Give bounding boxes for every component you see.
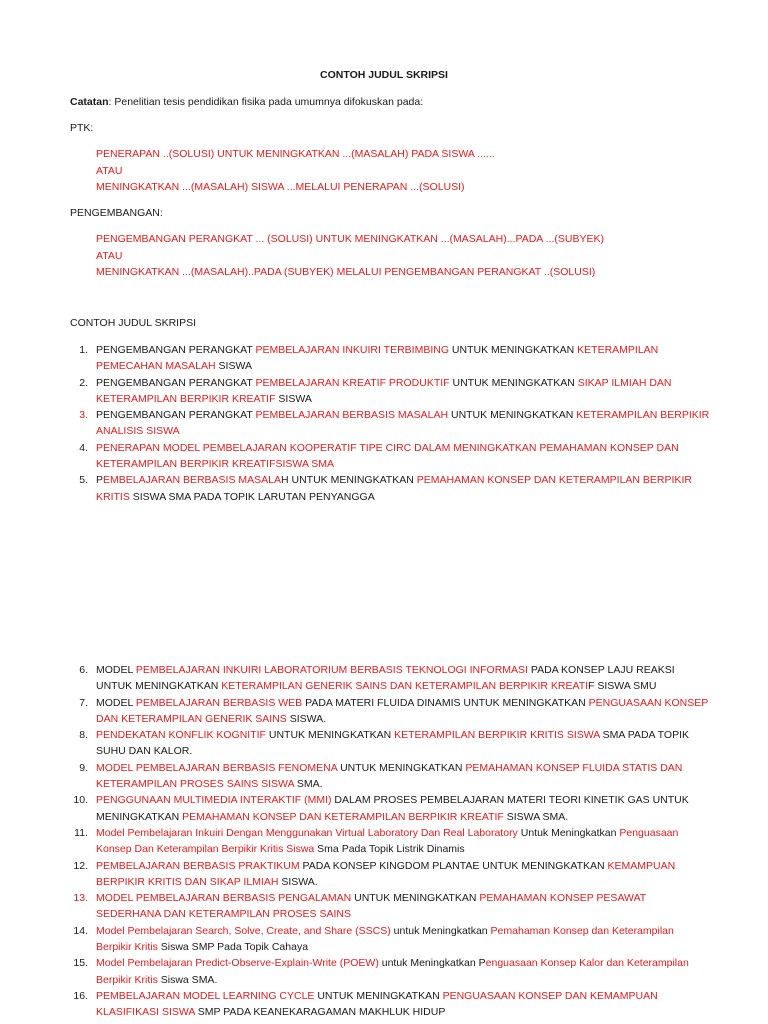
list-item-number: 2. [79,376,88,389]
plain-text: untuk Meningkatkan [390,924,491,937]
list-item-number: 9. [79,761,88,774]
ptk-line: PENERAPAN ..(SOLUSI) UNTUK MENINGKATKAN ...(MASALAH) PADA SISWA ...... [96,148,495,160]
list-item-text [96,342,710,375]
highlighted-text: PEMBELAJARAN INKUIRI TERBIMBING [255,344,449,356]
list-item-number: 13. [73,892,88,905]
list-item-text [96,988,710,1021]
list-item-number: 5. [79,474,88,487]
plain-text: UNTUK MENINGKATKAN [265,729,395,742]
note-text: : Penelitian tesis pendidikan fisika pada umumnya difokuskan pada: [108,96,424,108]
plain-text: SISWA [215,360,252,373]
highlighted-text: Model Pembelajaran Inkuiri Dengan Menggunakan Virtual Laboratory Dan Real Laboratory [96,826,518,839]
plain-text: UNTUK MENINGKATKAN [449,344,578,356]
plain-text: F SISWA SMU [588,680,657,693]
plain-text: SISWA SMA. [503,810,569,823]
plain-text: MODEL [96,696,136,709]
list-item-text [96,695,710,728]
pengembangan-line: MENINGKATKAN ...(MASALAH)..PADA (SUBYEK) MELALUI PENGEMBANGAN PERANGKAT ..(SOLUSI) [96,266,596,278]
highlighted-text: EMBELAJARAN BERBASIS MASALA [103,474,281,487]
highlighted-text: PEMAHAMAN KONSEP FLUIDA STATIS DAN KETERAMPILAN PROSES SAINS SISWA [96,761,683,791]
list-item [70,375,710,408]
plain-text: SMP PADA KEANEKARAGAMAN MAKHLUK HIDUP [194,1006,446,1019]
list-item-text [96,792,710,825]
plain-text: PADA KONSEP KINGDOM PLANTAE UNTUK MENINGKATKAN [299,859,608,872]
plain-text: SISWA SMA PADA TOPIK LARUTAN PENYANGGA [129,490,375,503]
list-item-text [96,440,710,473]
highlighted-text: PEMBELAJARAN BERBASIS WEB [135,696,303,709]
highlighted-text: KETERAMPILAN BERPIKIR KRITIS SISWA [394,729,600,742]
plain-text: PENGEMBANGAN PERANGKAT [96,409,256,422]
list-item [70,472,710,505]
list-item [70,825,710,858]
list-item [70,955,710,988]
ptk-line: MENINGKATKAN ...(MASALAH) SISWA ...MELALUI PENERAPAN ...(SOLUSI) [96,181,465,193]
list-item-text [96,662,710,695]
plain-text: UNTUK MENINGKATKAN [314,989,443,1002]
list-item [70,407,710,440]
list-item-text [96,407,710,440]
list-item-number: 7. [79,696,88,709]
list-item [70,858,710,891]
plain-text: UNTUK MENINGKATKAN [337,761,466,774]
highlighted-text: KEMAMPUAN BERPIKIR KRITIS DAN SIKAP ILMIAH [96,859,676,888]
list-item-number: 10. [73,794,88,807]
list-item [70,440,710,473]
plain-text: MODEL [96,664,136,676]
highlighted-text: PEMBELAJARAN KREATIF PRODUKTIF [255,376,450,389]
highlighted-text: Penguasaan Konsep Dan Keterampilan Berpikir Kritis Siswa [96,826,679,856]
list-item [70,988,710,1021]
plain-text: Siswa SMA. [157,973,218,986]
highlighted-text: PEMAHAMAN KONSEP PESAWAT SEDERHANA DAN KETERAMPILAN PROSES SAINS [96,892,647,921]
highlighted-text: Model Pembelajaran Search, Solve, Create, and Share (SSCS) [96,924,391,937]
highlighted-text: MODEL PEMBELAJARAN BERBASIS PENGALAMAN [96,892,352,905]
list-item-text [96,760,710,793]
highlighted-text: PENGUASAAN KONSEP DAN KEMAMPUAN KLASIFIKASI SISWA [96,989,658,1019]
highlighted-text: PENGGUNAAN MULTIMEDIA INTERAKTIF (MMI) [96,794,332,807]
list-item-number: 6. [79,664,88,676]
plain-text: PENGEMBANGAN PERANGKAT [96,376,256,389]
highlighted-text: KETERAMPILAN BERPIKIR ANALISIS SISWA [96,409,710,438]
list-item-text [96,923,710,956]
list-item-number: 12. [73,859,88,872]
plain-text: untuk Meningkatkan P [378,957,486,970]
list-item-text [96,825,710,858]
plain-text: P [96,474,104,487]
list-item [70,662,710,695]
highlighted-text: KETERAMPILAN PEMECAHAN MASALAH [96,344,659,373]
list-item-number: 8. [79,729,88,742]
plain-text: PADA KONSEP LAJU REAKSI UNTUK MENINGKATKAN [96,664,675,693]
section-heading: CONTOH JUDUL SKRIPSI [70,317,197,329]
list-item-number: 1. [79,344,88,356]
list-item-number: 16. [73,989,88,1002]
highlighted-text: PENDEKATAN KONFLIK KOGNITIF [96,729,266,742]
plain-text: UNTUK MENINGKATKAN [449,376,578,389]
list-item-number: 14. [73,924,88,937]
note-line [70,96,423,108]
list-item [70,760,710,793]
pengembangan-line: ATAU [96,249,123,262]
highlighted-text: PEMBELAJARAN MODEL LEARNING CYCLE [96,989,315,1002]
plain-text: H UNTUK MENINGKATKAN [281,474,417,487]
note-label: Catatan [70,96,109,108]
list-item-text [96,890,710,923]
document-title: CONTOH JUDUL SKRIPSI [320,69,448,81]
list-item-text [96,375,710,408]
plain-text: Siswa SMP Pada Topik Cahaya [157,941,309,954]
list-item-text [96,727,710,760]
list-item [70,923,710,956]
list-item-number: 11. [74,826,88,839]
highlighted-text: PEMAHAMAN KONSEP DAN KETERAMPILAN BERPIKIR KREATIF [182,810,504,823]
plain-text: SISWA [275,392,312,405]
pengembangan-template-block [96,231,604,281]
list-item [70,792,710,825]
highlighted-text: PEMBELAJARAN BERBASIS PRAKTIKUM [96,859,300,872]
pengembangan-line: PENGEMBANGAN PERANGKAT ... (SOLUSI) UNTUK MENINGKATKAN ...(MASALAH)...PADA ...(SUBYEK) [96,233,604,245]
highlighted-text: PEMBELAJARAN BERBASIS MASALAH [255,409,449,422]
plain-text: SISWA. [278,875,318,888]
plain-text: UNTUK MENINGKATKAN [351,892,480,905]
plain-text: UNTUK MENINGKATKAN [448,409,577,422]
thesis-title-list-part-1 [70,342,710,505]
highlighted-text: SIKAP ILMIAH DAN KETERAMPILAN BERPIKIR KREATIF [96,376,672,405]
plain-text: SMA PADA TOPIK SUHU DAN KALOR. [96,729,689,758]
plain-text: Untuk Meningkatkan [517,826,620,839]
highlighted-text: MODEL PEMBELAJARAN BERBASIS FENOMENA [96,761,338,774]
plain-text: DALAM PROSES PEMBELAJARAN MATERI TEORI KINETIK GAS UNTUK MENINGKATKAN [96,794,689,823]
highlighted-text: Pemahaman Konsep dan Keterampilan Berpikir Kritis [96,924,674,954]
list-item-text [96,955,710,988]
ptk-line: ATAU [96,164,123,177]
highlighted-text: PEMBELAJARAN INKUIRI LABORATORIUM BERBASIS TEKNOLOGI INFORMASI [135,664,528,676]
highlighted-text: enguasaan Konsep Kalor dan Keterampilan Berpikir Kritis [96,957,689,986]
plain-text: SMA. [294,778,323,791]
list-item-text [96,858,710,891]
list-item [70,695,710,728]
plain-text: PENGEMBANGAN PERANGKAT [96,344,256,356]
highlighted-text: PEMAHAMAN KONSEP DAN KETERAMPILAN BERPIKIR KRITIS [96,474,692,503]
plain-text: SISWA. [286,712,327,725]
list-item [70,727,710,760]
highlighted-text: PENERAPAN MODEL PEMBELAJARAN KOOPERATIF TIPE CIRC DALAM MENINGKATKAN PEMAHAMAN KONSEP DAN KETERAMPILAN BERPIKIR KREATIFSISWA SMA [96,441,679,471]
list-item-text [96,472,710,505]
pengembangan-heading: PENGEMBANGAN: [70,207,163,219]
highlighted-text: Model Pembelajaran Predict-Observe-Explain-Write (POEW) [96,957,379,970]
highlighted-text: KETERAMPILAN GENERIK SAINS DAN KETERAMPILAN BERPIKIR KREATI [221,680,589,693]
list-item-number: 3. [79,409,88,422]
plain-text: PADA MATERI FLUIDA DINAMIS UNTUK MENINGKATKAN [302,696,589,709]
ptk-template-block [96,146,495,196]
ptk-heading: PTK: [70,122,94,134]
thesis-title-list-part-2 [70,662,710,1021]
list-item [70,342,710,375]
list-item [70,890,710,923]
plain-text: Sma Pada Topik Listrik Dinamis [314,843,465,856]
list-item-number: 4. [79,441,88,454]
list-item-number: 15. [73,957,88,970]
highlighted-text: PENGUASAAN KONSEP DAN KETERAMPILAN GENERIK SAINS [96,696,709,725]
